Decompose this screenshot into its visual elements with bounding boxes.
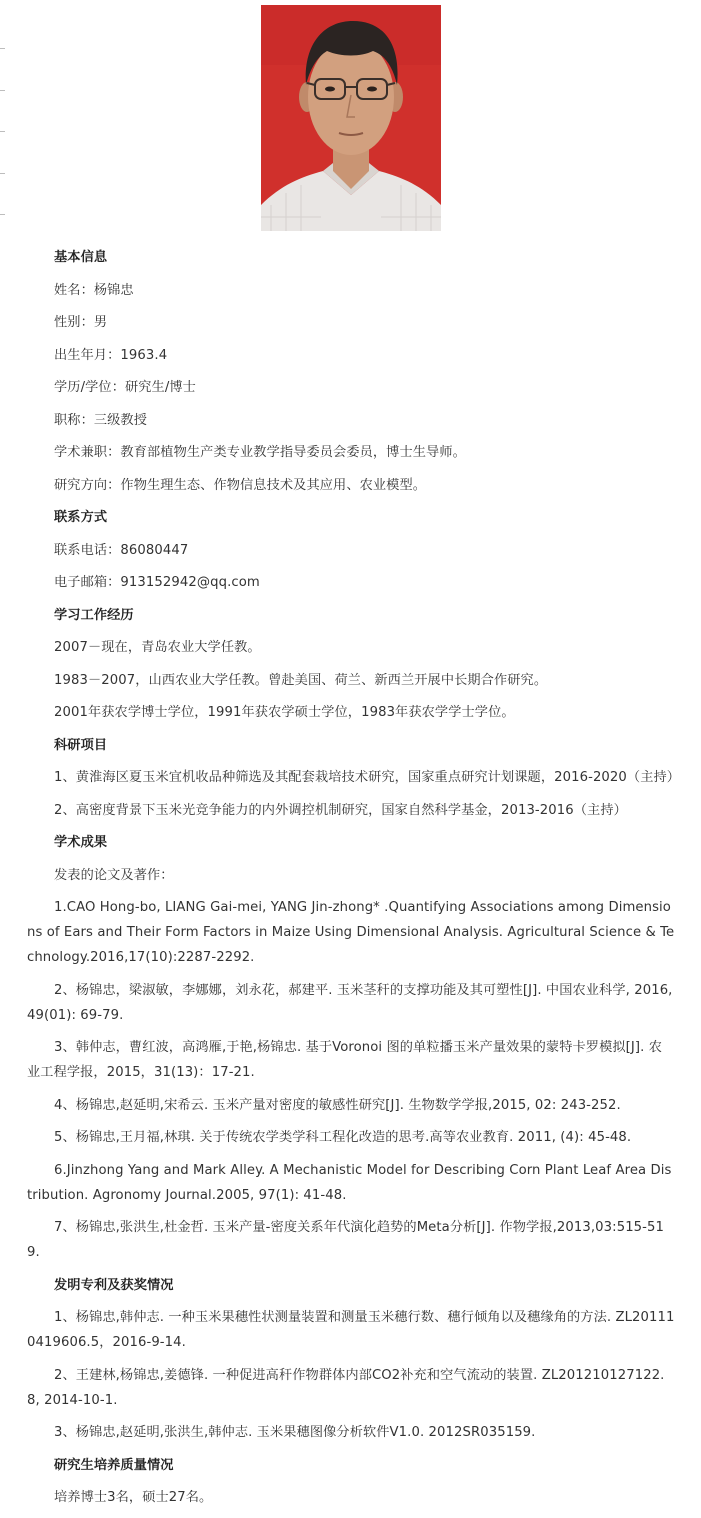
gender-field: 性别：男: [54, 315, 108, 330]
part-time-field: 学术兼职：教育部植物生产类专业教学指导委员会委员，博士生导师。: [54, 445, 466, 460]
paper-item: 2、杨锦忠，梁淑敏，李娜娜，刘永花，郝建平. 玉米茎秆的支撑功能及其可塑性[J]. 中国农业科学, 2016, 49(01): 69-79.: [27, 982, 673, 1023]
paper-item: 5、杨锦忠,王月福,林琪. 关于传统农学类学科工程化改造的思考.高等农业教育. 2011, (4): 45-48.: [54, 1130, 632, 1145]
phone-field: 联系电话：86080447: [54, 542, 189, 558]
title-field: 职称：三级教授: [54, 412, 148, 428]
patent-item: 2、王建林,杨锦忠,姜德锋. 一种促进高秆作物群体内部CO2补充和空气流动的装置. ZL201210127122.8, 2014-10-1.: [27, 1367, 665, 1408]
research-field: 研究方向：作物生理生态、作物信息技术及其应用、农业模型。: [54, 477, 427, 493]
patent-item: 1、杨锦忠,韩仲志. 一种玉米果穗性状测量装置和测量玉米穗行数、穗行倾角以及穗缘角的方法. ZL201110419606.5，2016-9-14.: [27, 1310, 675, 1350]
project-item: 1、黄淮海区夏玉米宜机收品种筛选及其配套栽培技术研究，国家重点研究计划课题，2016-2020（主持）: [54, 770, 681, 785]
students-text: 培养博士3名，硕士27名。: [54, 1490, 213, 1505]
degree-field: 学历/学位：研究生/博士: [54, 380, 196, 395]
profile-content: [27, 245, 681, 1518]
paper-item: 1.CAO Hong-bo, LIANG Gai-mei, YANG Jin-zhong* .Quantifying Associations among Dimensions of Ears and Their Form Factors in Maize Using Dimensional Analysis. Agricultural Science & Technology.2016,17(10):2287-2292.: [27, 900, 675, 965]
email-field: 电子邮箱：913152942@qq.com: [54, 575, 260, 590]
section-heading-basic: 基本信息: [54, 250, 108, 265]
career-item: 1983－2007，山西农业大学任教。曾赴美国、荷兰、新西兰开展中长期合作研究。: [54, 672, 548, 688]
section-heading-students: 研究生培养质量情况: [54, 1457, 174, 1473]
paper-item: 3、韩仲志，曹红波，高鸿雁,于艳,杨锦忠. 基于Voronoi 图的单粒播玉米产量效果的蒙特卡罗模拟[J]. 农业工程学报，2015，31(13)：17-21.: [27, 1040, 662, 1080]
paper-item: 6.Jinzhong Yang and Mark Alley. A Mechanistic Model for Describing Corn Plant Leaf Area Distribution. Agronomy Journal.2005, 97(1): 41-48.: [27, 1162, 672, 1203]
portrait-illustration: [261, 5, 441, 231]
section-heading-projects: 科研项目: [54, 737, 108, 753]
name-field: 姓名：杨锦忠: [54, 282, 134, 298]
project-item: 2、高密度背景下玉米光竞争能力的内外调控机制研究，国家自然科学基金，2013-2016（主持）: [54, 802, 627, 818]
papers-intro: 发表的论文及著作：: [54, 867, 174, 883]
profile-photo: [261, 5, 441, 231]
paper-item: 4、杨锦忠,赵延明,宋希云. 玉米产量对密度的敏感性研究[J]. 生物数学学报,2015, 02: 243-252.: [54, 1097, 621, 1113]
patent-item: 3、杨锦忠,赵延明,张洪生,韩仲志. 玉米果穗图像分析软件V1.0. 2012SR035159.: [54, 1425, 536, 1440]
section-heading-career: 学习工作经历: [54, 607, 134, 623]
paper-item: 7、杨锦忠,张洪生,杜金哲. 玉米产量-密度关系年代演化趋势的Meta分析[J]. 作物学报,2013,03:515-519.: [27, 1220, 665, 1260]
section-heading-achievements: 学术成果: [54, 835, 108, 850]
career-item: 2007－现在，青岛农业大学任教。: [54, 640, 261, 655]
section-heading-patents: 发明专利及获奖情况: [54, 1277, 174, 1293]
left-border-ticks: [0, 0, 6, 260]
career-item: 2001年获农学博士学位，1991年获农学硕士学位，1983年获农学学士学位。: [54, 705, 515, 720]
section-heading-contact: 联系方式: [54, 510, 108, 525]
birth-field: 出生年月：1963.4: [54, 347, 168, 363]
